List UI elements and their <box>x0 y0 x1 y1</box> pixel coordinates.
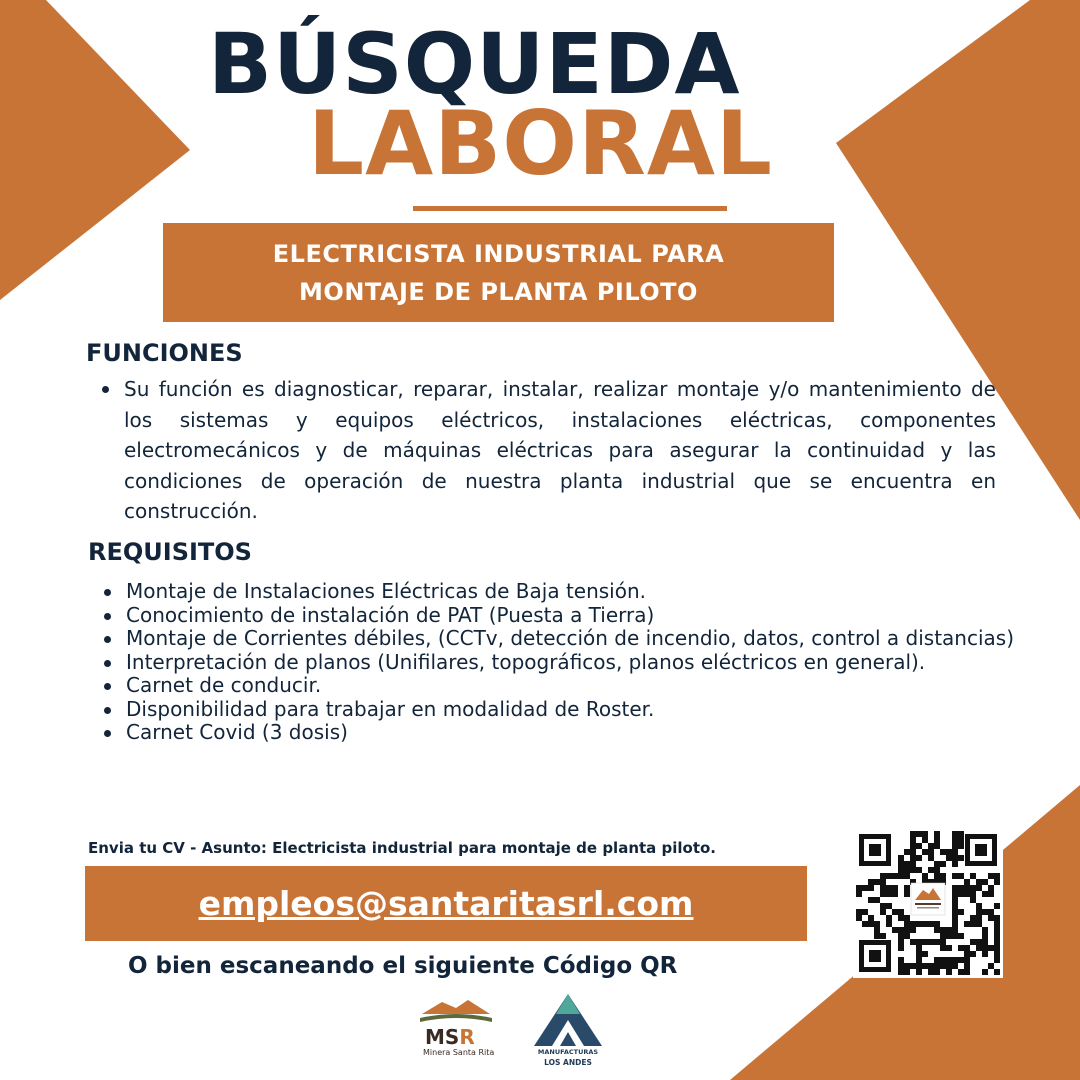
functions-heading: FUNCIONES <box>86 339 243 367</box>
requirements-heading: REQUISITOS <box>88 538 252 566</box>
functions-list <box>98 374 996 527</box>
msr-name-part2: R <box>459 1025 475 1049</box>
requirement-item: Carnet Covid (3 dosis) <box>100 721 1020 745</box>
requirements-list <box>100 580 1020 745</box>
requirement-item: Disponibilidad para trabajar en modalidad de Roster. <box>100 698 1020 722</box>
requirement-item: Montaje de Instalaciones Eléctricas de Baja tensión. <box>100 580 1020 604</box>
ma-logo-line-2: LOS ANDES <box>544 1058 592 1067</box>
requirement-item: Interpretación de planos (Unifilares, topográficos, planos eléctricos en general). <box>100 651 1020 675</box>
title-line-1: BÚSQUEDA <box>208 15 741 113</box>
msr-logo-name <box>425 1025 475 1049</box>
email-banner <box>85 866 807 941</box>
title-line-2: LABORAL <box>308 92 774 195</box>
position-line-1: ELECTRICISTA INDUSTRIAL PARA <box>272 239 725 268</box>
position-banner <box>163 223 834 322</box>
msr-name-part1: MS <box>425 1025 460 1049</box>
functions-item: Su función es diagnosticar, reparar, instalar, realizar montaje y/o mantenimiento de los sistemas y equipos eléctricos, instalaciones eléctricas, componentes electromecánicos y de máquinas eléctricas para asegurar la continuidad y las condiciones de operación de nuestra planta industrial que se encuentra en construcción. <box>98 374 996 527</box>
email-link[interactable]: empleos@santaritasrl.com <box>198 884 694 923</box>
qr-code[interactable] <box>853 828 1003 978</box>
requirement-item: Carnet de conducir. <box>100 674 1020 698</box>
title-underline <box>413 206 727 211</box>
ma-logo-line-1: MANUFACTURAS <box>537 1048 599 1056</box>
triangle-top-left <box>0 0 190 300</box>
requirement-item: Montaje de Corrientes débiles, (CCTv, detección de incendio, datos, control a distancias) <box>100 627 1020 651</box>
send-cv-instruction: Envia tu CV - Asunto: Electricista industrial para montaje de planta piloto. <box>88 839 717 857</box>
requirement-item: Conocimiento de instalación de PAT (Puesta a Tierra) <box>100 604 1020 628</box>
qr-instruction: O bien escaneando el siguiente Código QR <box>128 953 678 979</box>
manufacturas-los-andes-logo-icon <box>532 992 604 1050</box>
msr-logo-subtitle: Minera Santa Rita <box>423 1048 495 1057</box>
position-line-2: MONTAJE DE PLANTA PILOTO <box>299 277 698 306</box>
